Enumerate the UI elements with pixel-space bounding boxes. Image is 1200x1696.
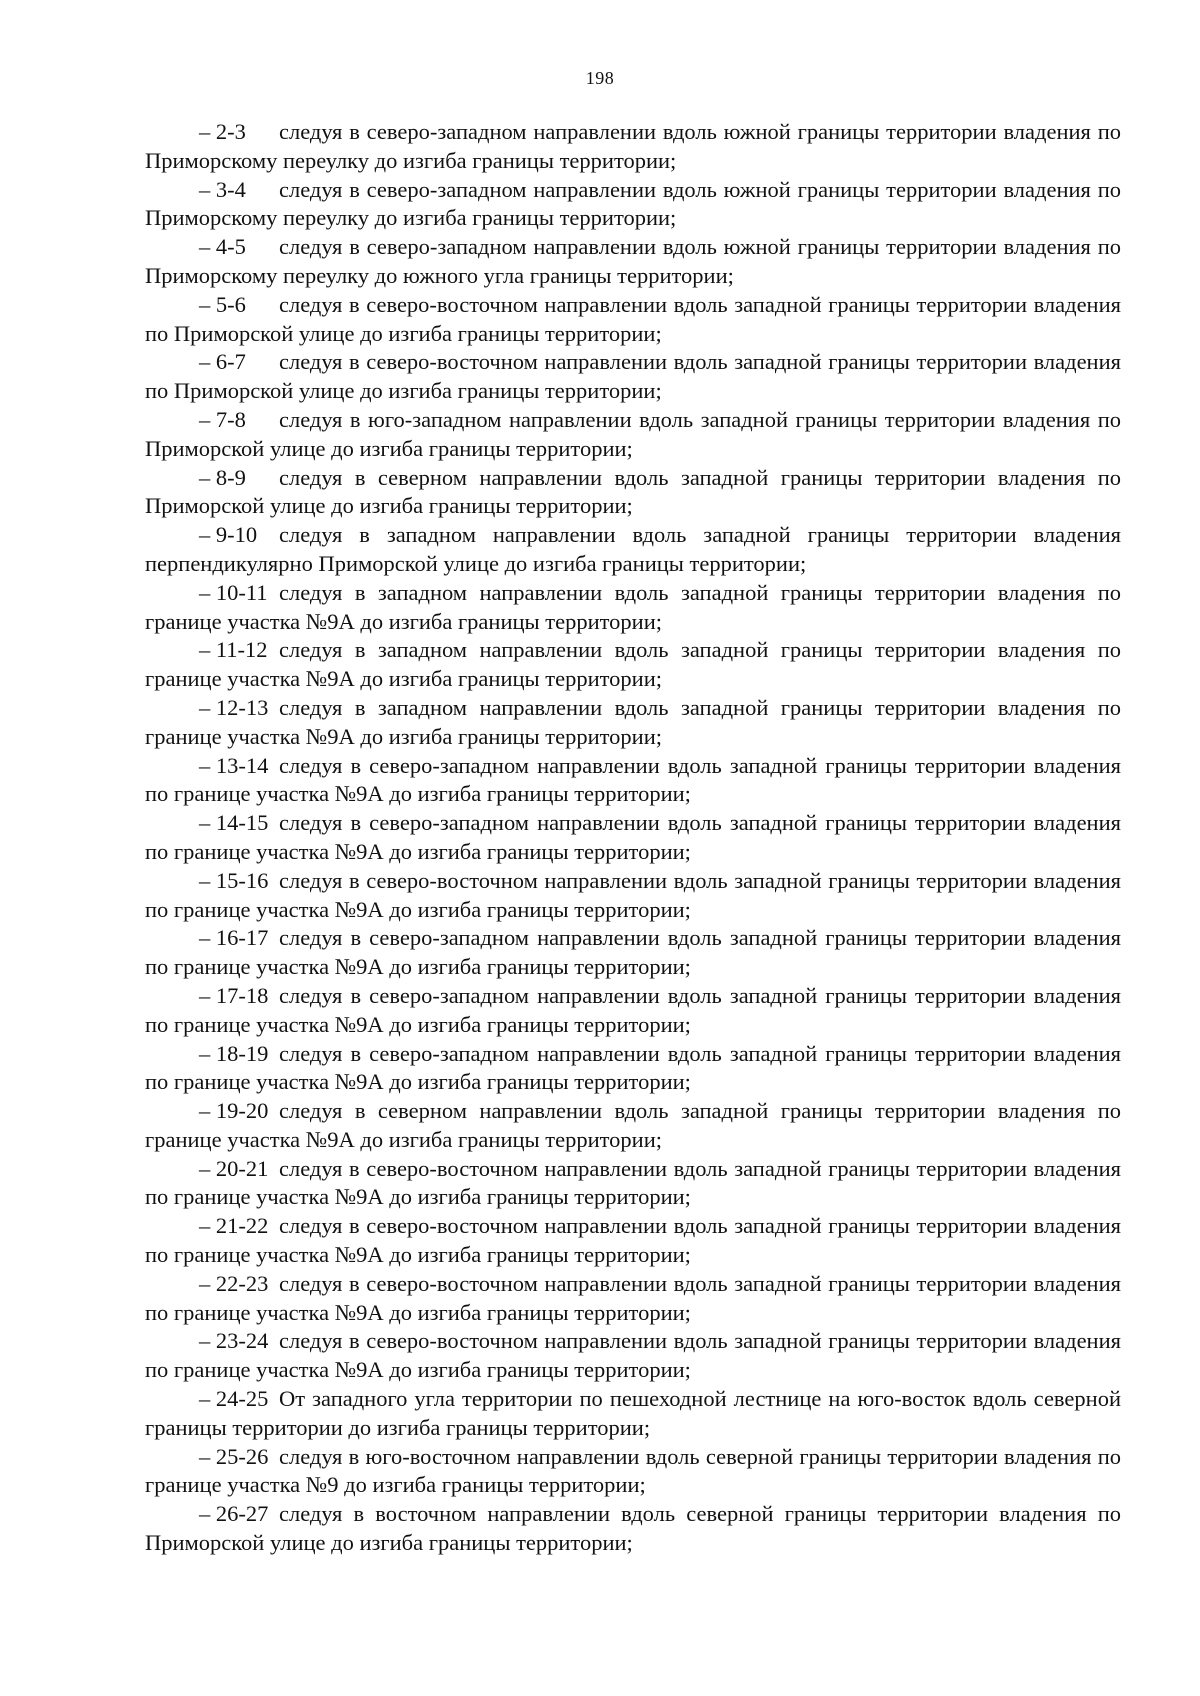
boundary-paragraph — [145, 752, 1121, 810]
segment-label: – 3-4 — [199, 176, 246, 202]
segment-description: следуя в северо-западном направлении вдоль южной границы территории владения по Приморскому переулку до изгиба границы территории; — [145, 176, 1121, 231]
boundary-paragraph — [145, 1270, 1121, 1328]
segment-label: – 4-5 — [199, 234, 246, 260]
segment-description: следуя в северо-западном направлении вдоль западной границы территории владения по границе участка №9А до изгиба границы территории; — [145, 810, 1121, 864]
boundary-paragraph — [145, 924, 1121, 982]
segment-description: следуя в юго-западном направлении вдоль западной границы территории владения по Приморской улице до изгиба границы территории; — [145, 406, 1121, 461]
boundary-paragraph — [145, 176, 1121, 234]
segment-label: – 13-14 — [199, 752, 269, 778]
boundary-paragraph — [145, 406, 1121, 464]
boundary-paragraph — [145, 1385, 1121, 1443]
segment-label: – 21-22 — [199, 1213, 269, 1239]
segment-description: следуя в западном направлении вдоль западной границы территории владения по границе участка №9А до изгиба границы территории; — [145, 694, 1121, 749]
segment-description: следуя в северо-восточном направлении вдоль западной границы территории владения по границе участка №9А до изгиба границы территории; — [145, 1213, 1121, 1268]
boundary-paragraph — [145, 233, 1121, 291]
boundary-paragraph — [145, 1212, 1121, 1270]
boundary-paragraph — [145, 867, 1121, 925]
boundary-paragraph — [145, 118, 1121, 176]
segment-description: следуя в западном направлении вдоль западной границы территории владения перпендикулярно Приморской улице до изгиба границы территории; — [145, 522, 1121, 576]
segment-label: – 19-20 — [199, 1098, 269, 1124]
boundary-paragraph — [145, 1500, 1121, 1558]
segment-description: следуя в северо-восточном направлении вдоль западной границы территории владения по границе участка №9А до изгиба границы территории; — [145, 1270, 1121, 1325]
boundary-paragraph — [145, 809, 1121, 867]
segment-description: следуя в северо-восточном направлении вдоль западной границы территории владения по границе участка №9А до изгиба границы территории; — [145, 1155, 1121, 1210]
segment-description: следуя в западном направлении вдоль западной границы территории владения по границе участка №9А до изгиба границы территории; — [145, 579, 1121, 634]
segment-label: – 12-13 — [199, 694, 269, 720]
segment-label: – 17-18 — [199, 982, 269, 1008]
segment-label: – 23-24 — [199, 1328, 269, 1354]
segment-label: – 26-27 — [199, 1501, 269, 1527]
segment-label: – 6-7 — [199, 349, 246, 375]
boundary-paragraph — [145, 291, 1121, 349]
document-body — [145, 118, 1121, 1558]
boundary-paragraph — [145, 348, 1121, 406]
segment-description: следуя в северо-западном направлении вдоль южной границы территории владения по Приморскому переулку до изгиба границы территории; — [145, 119, 1121, 173]
segment-label: – 10-11 — [199, 579, 268, 605]
boundary-paragraph — [145, 1327, 1121, 1385]
segment-description: следуя в северном направлении вдоль западной границы территории владения по Приморской улице до изгиба границы территории; — [145, 464, 1121, 519]
segment-label: – 5-6 — [199, 291, 246, 317]
segment-description: От западного угла территории по пешеходной лестнице на юго-восток вдоль северной границы территории до изгиба границы территории; — [145, 1386, 1121, 1440]
segment-description: следуя в северном направлении вдоль западной границы территории владения по границе участка №9А до изгиба границы территории; — [145, 1098, 1121, 1152]
segment-label: – 25-26 — [199, 1443, 269, 1469]
segment-description: следуя в северо-восточном направлении вдоль западной границы территории владения по границе участка №9А до изгиба границы территории; — [145, 867, 1121, 922]
boundary-paragraph — [145, 694, 1121, 752]
boundary-paragraph — [145, 464, 1121, 522]
segment-description: следуя в северо-западном направлении вдоль южной границы территории владения по Приморскому переулку до южного угла границы территории; — [145, 234, 1121, 288]
segment-label: – 2-3 — [199, 119, 246, 144]
segment-description: следуя в северо-восточном направлении вдоль западной границы территории владения по Приморской улице до изгиба границы территории; — [145, 349, 1121, 404]
segment-description: следуя в западном направлении вдоль западной границы территории владения по границе участка №9А до изгиба границы территории; — [145, 637, 1121, 692]
segment-description: следуя в северо-западном направлении вдоль западной границы территории владения по границе участка №9А до изгиба границы территории; — [145, 925, 1121, 980]
segment-label: – 9-10 — [199, 522, 258, 548]
segment-description: следуя в северо-восточном направлении вдоль западной границы территории владения по границе участка №9А до изгиба границы территории; — [145, 1328, 1121, 1383]
boundary-paragraph — [145, 1155, 1121, 1213]
segment-label: – 18-19 — [199, 1040, 269, 1066]
boundary-paragraph — [145, 579, 1121, 637]
boundary-paragraph — [145, 1040, 1121, 1098]
segment-label: – 24-25 — [199, 1386, 269, 1412]
segment-label: – 11-12 — [199, 637, 268, 663]
segment-description: следуя в северо-западном направлении вдоль западной границы территории владения по границе участка №9А до изгиба границы территории; — [145, 1040, 1121, 1095]
segment-description: следуя в северо-западном направлении вдоль западной границы территории владения по границе участка №9А до изгиба границы территории; — [145, 752, 1121, 807]
segment-label: – 20-21 — [199, 1155, 269, 1181]
segment-description: следуя в северо-восточном направлении вдоль западной границы территории владения по Приморской улице до изгиба границы территории; — [145, 291, 1121, 346]
boundary-paragraph — [145, 636, 1121, 694]
segment-label: – 7-8 — [199, 406, 246, 432]
page-number: 198 — [585, 68, 615, 88]
segment-label: – 15-16 — [199, 867, 269, 893]
segment-label: – 14-15 — [199, 810, 269, 836]
boundary-paragraph — [145, 1443, 1121, 1501]
segment-description: следуя в восточном направлении вдоль северной границы территории владения по Приморской улице до изгиба границы территории; — [145, 1501, 1121, 1556]
boundary-paragraph — [145, 521, 1121, 579]
segment-description: следуя в северо-западном направлении вдоль западной границы территории владения по границе участка №9А до изгиба границы территории; — [145, 982, 1121, 1037]
segment-label: – 22-23 — [199, 1270, 269, 1296]
boundary-paragraph — [145, 982, 1121, 1040]
segment-description: следуя в юго-восточном направлении вдоль северной границы территории владения по границе участка №9 до изгиба границы территории; — [145, 1443, 1121, 1498]
segment-label: – 8-9 — [199, 464, 246, 490]
boundary-paragraph — [145, 1097, 1121, 1155]
segment-label: – 16-17 — [199, 925, 269, 951]
